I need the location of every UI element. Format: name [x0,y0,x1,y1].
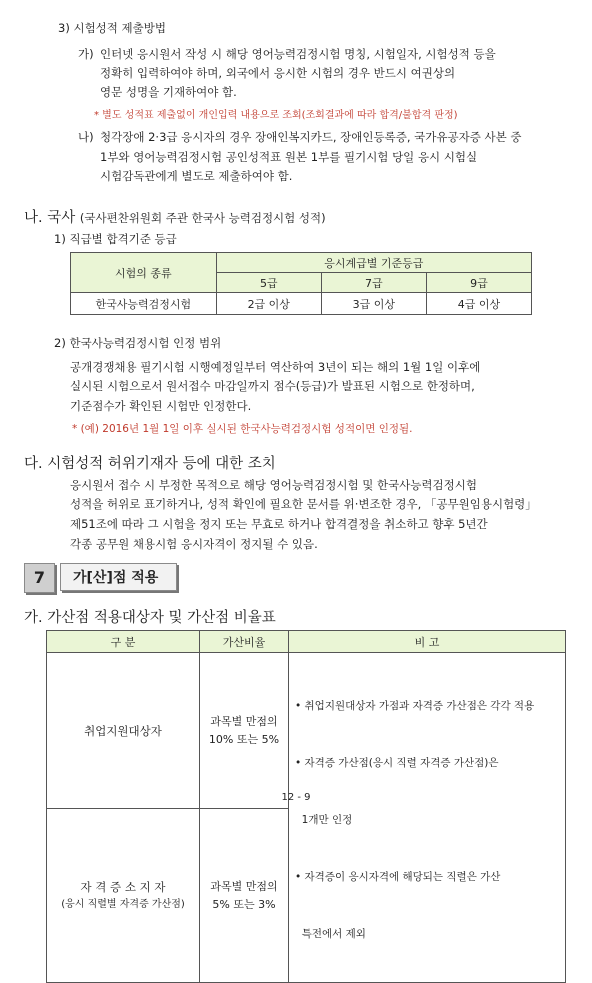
rate-employment-support: 과목별 만점의 10% 또는 5% [200,653,289,809]
col-rate: 가산비율 [200,631,289,653]
remark-line-1: • 취업지원대상자 가점과 자격증 가산점은 각각 적용 [295,700,535,712]
col-grade-group: 응시계급별 기준등급 [216,253,531,273]
history-para-3: 기준점수가 확인된 시험만 인정한다. [70,399,252,413]
history-para-2: 실시된 시험으로서 원서접수 마감일까지 점수(등급)가 발표된 시험으로 한정하며, [70,379,475,393]
col-exam-type: 시험의 종류 [71,253,217,293]
item-na-label: 나) [78,130,94,144]
row-exam-name: 한국사능력검정시험 [71,293,217,315]
remark-line-2: • 자격증 가산점(응시 직렬 자격증 가산점)은 [295,757,499,769]
cell-grade-9: 4급 이상 [426,293,531,315]
submission-method-heading: 3) 시험성적 제출방법 [58,21,166,35]
history-sub2: 2) 한국사능력검정시험 인정 범위 [54,336,222,350]
falsity-para-1: 응시원서 접수 시 부정한 목적으로 해당 영어능력검정시험 및 한국사능력검정시험 [70,478,477,492]
item-ga-line-3: 영문 성명을 기재하여야 함. [100,85,237,99]
section-7-title: 가[산]점 적용 [60,563,177,591]
falsity-para-2: 성적을 허위로 표기하거나, 성적 확인에 필요한 문서를 위·변조한 경우, 「공무원임용시험령」 [70,497,537,511]
col-remarks: 비 고 [289,631,566,653]
col-grade-5: 5급 [216,273,321,293]
item-ga-line-2: 정확히 입력하여야 하며, 외국에서 응시한 시험의 경우 반드시 여권상의 [100,66,456,80]
history-grade-table [70,252,532,315]
rate-certificate-holder: 과목별 만점의 5% 또는 3% [200,809,289,983]
remark-line-5: 특전에서 제외 [295,928,366,940]
item-ga-line-1: 인터넷 응시원서 작성 시 해당 영어능력검정시험 명칭, 시험일자, 시험성적 등을 [100,47,496,61]
col-grade-7: 7급 [321,273,426,293]
row-employment-support: 취업지원대상자 [47,653,200,809]
item-na-line-1: 청각장애 2·3급 응시자의 경우 장애인복지카드, 장애인등록증, 국가유공자증 사본 중 [100,130,522,144]
history-para-1: 공개경쟁채용 필기시험 시행예정일부터 역산하여 3년이 되는 해의 1월 1일 이후에 [70,360,481,374]
history-sub1: 1) 직급별 합격기준 등급 [54,232,177,246]
item-na-line-3: 시험감독관에게 별도로 제출하여야 함. [100,169,293,183]
col-category: 구 분 [47,631,200,653]
bonus-heading: 가. 가산점 적용대상자 및 가산점 비율표 [24,610,276,626]
row-certificate-holder: 자 격 증 소 지 자 (응시 직렬별 자격증 가산점) [47,809,200,983]
remarks-cell [289,653,566,983]
page-number: 12 - 9 [281,792,311,803]
remark-line-3: 1개만 인정 [295,814,353,826]
cell-grade-5: 2급 이상 [216,293,321,315]
item-ga-label: 가) [78,47,94,61]
remark-line-4: • 자격증이 응시자격에 해당되는 직렬은 가산 [295,871,501,883]
falsity-para-3: 제51조에 따라 그 시험을 정지 또는 무효로 하거나 합격결정을 취소하고 향후 5년간 [70,517,488,531]
item-na-line-2: 1부와 영어능력검정시험 공인성적표 원본 1부를 필기시험 당일 응시 시험실 [100,150,478,164]
cell-grade-7: 3급 이상 [321,293,426,315]
col-grade-9: 9급 [426,273,531,293]
item-ga-note: * 별도 성적표 제출없이 개인입력 내용으로 조회(조회결과에 따라 합격/불합격 판정) [94,110,458,121]
falsity-para-4: 각종 공무원 채용시험 응시자격이 정지될 수 있음. [70,537,318,551]
falsity-heading: 다. 시험성적 허위기재자 등에 대한 조치 [24,456,276,472]
section-7-number: 7 [24,563,55,593]
history-note: * (예) 2016년 1월 1일 이후 실시된 한국사능력검정시험 성적이면 인정됨. [72,423,413,435]
history-heading: 나. 국사 (국사편찬위원회 주관 한국사 능력검정시험 성적) [24,210,326,226]
bonus-table [46,630,566,983]
